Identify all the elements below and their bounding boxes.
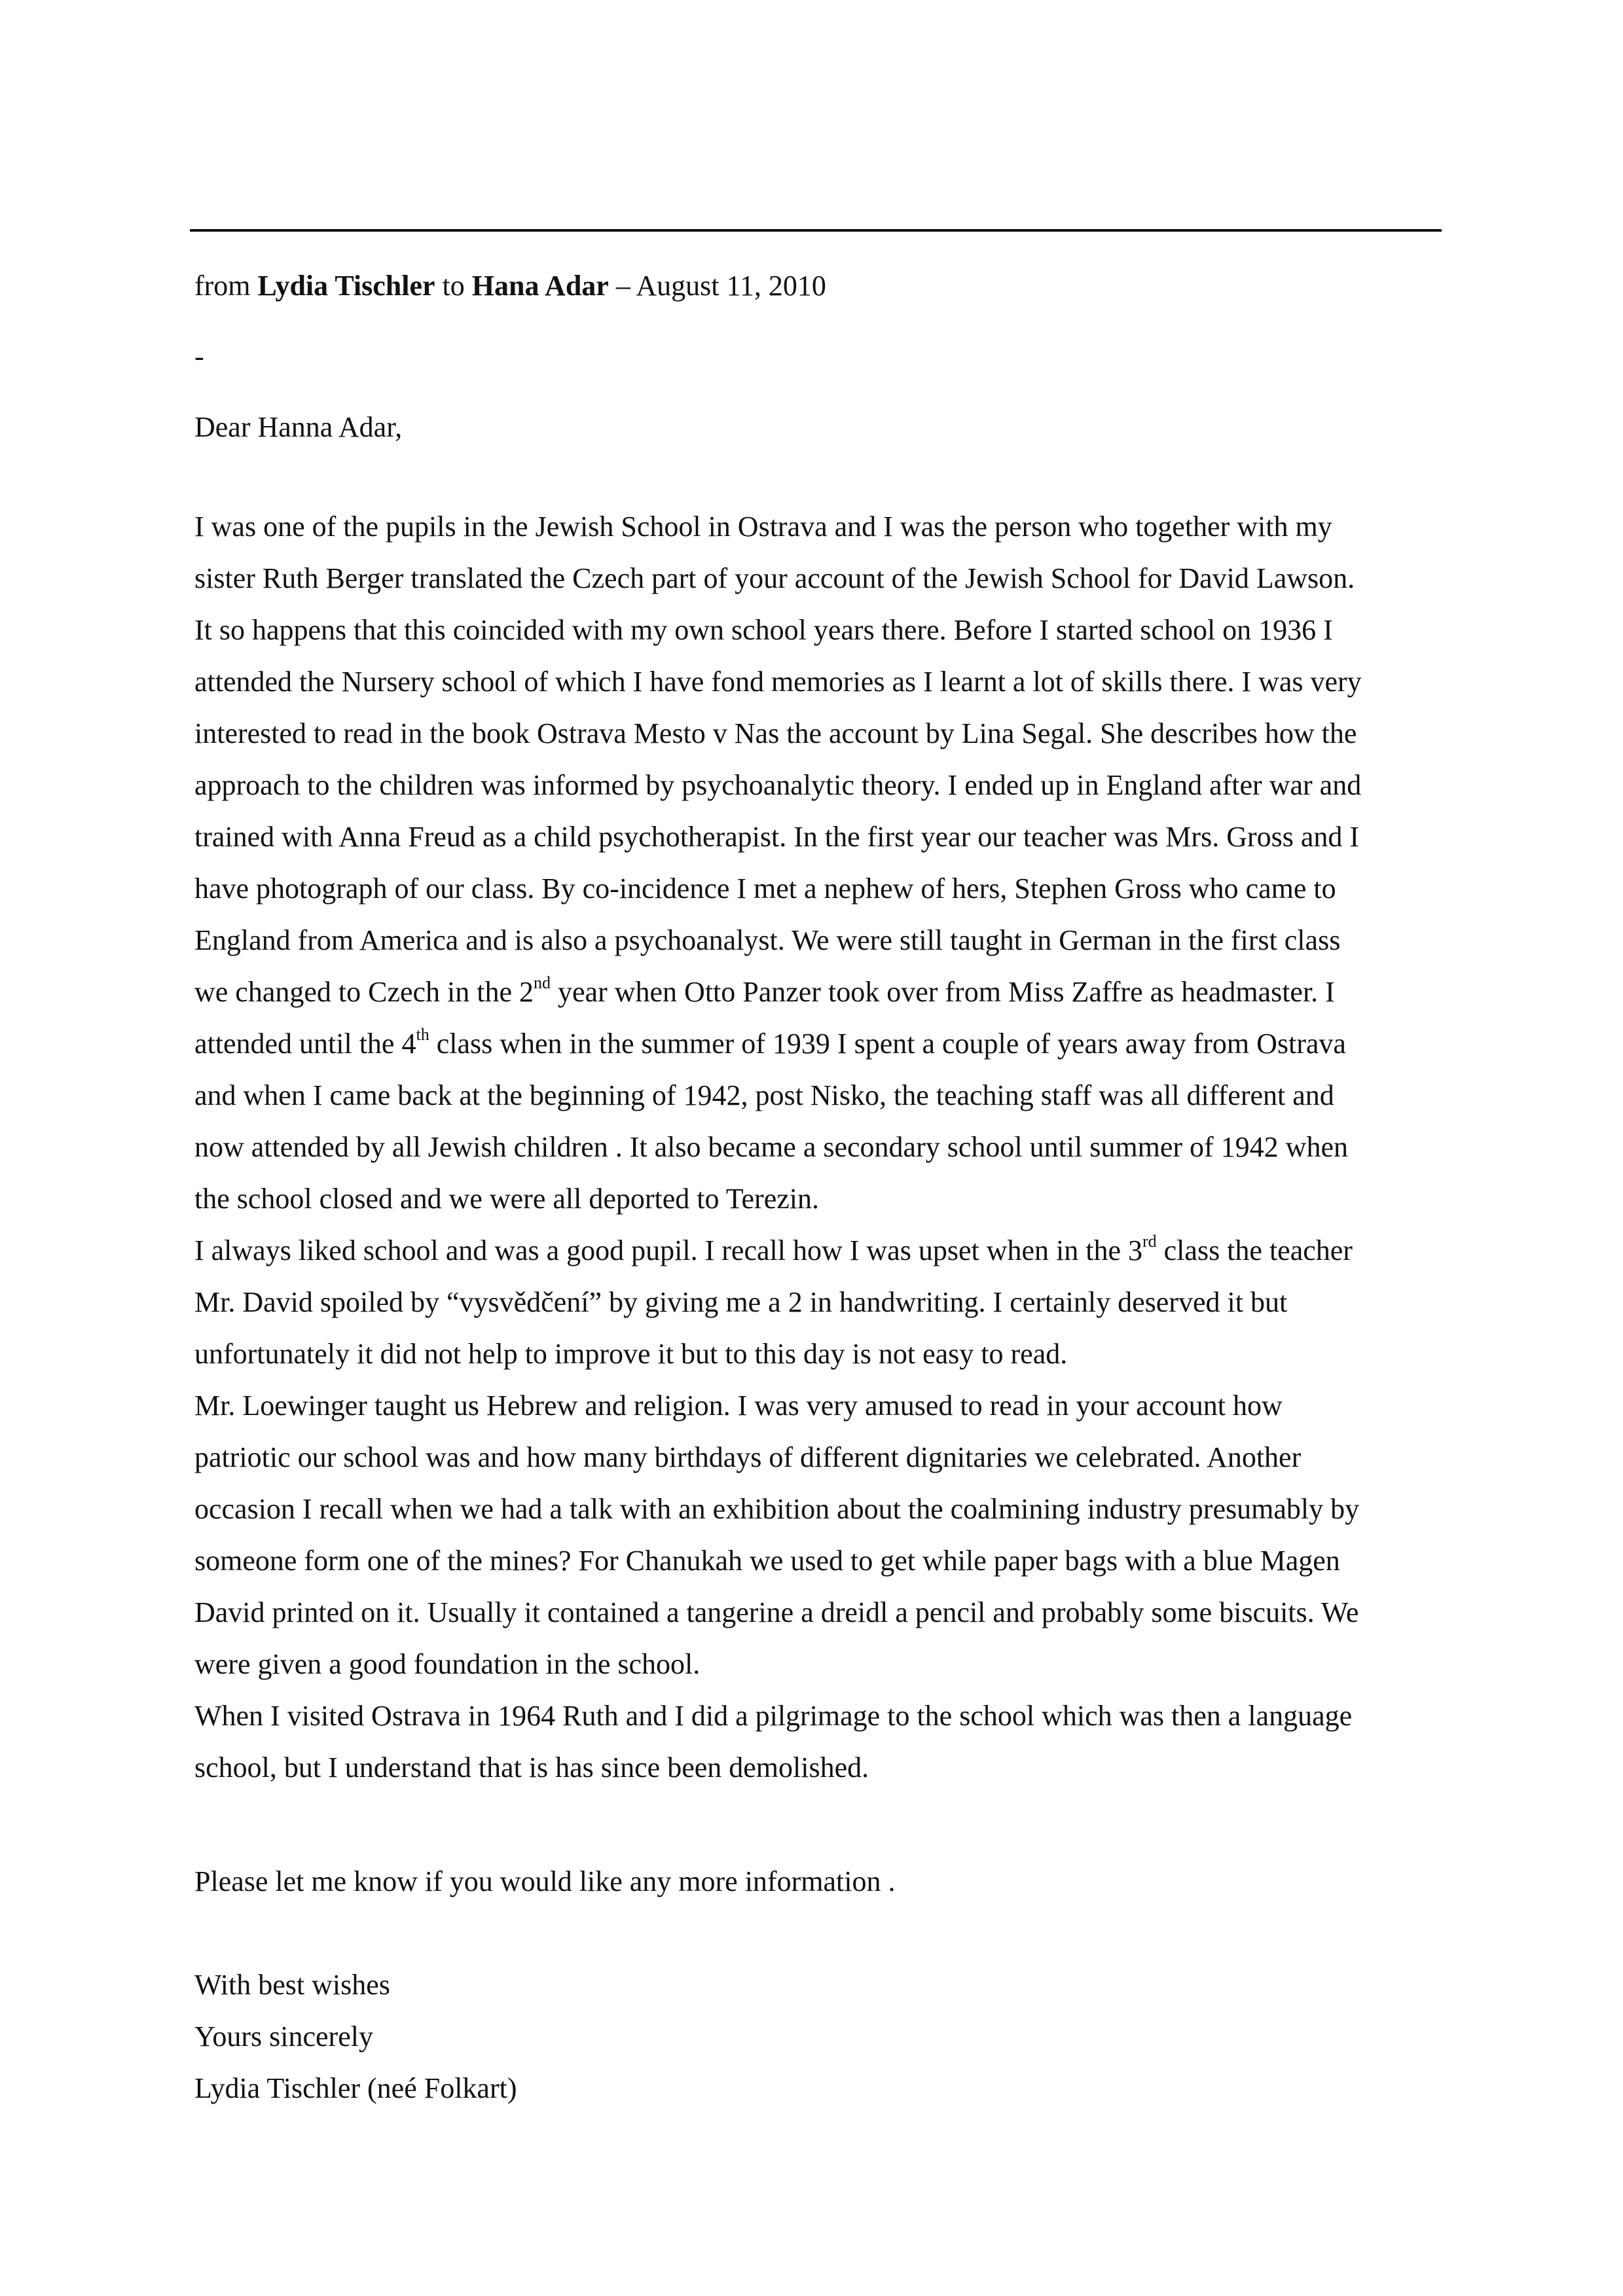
body-line: [194, 1587, 1445, 1638]
signature-name: Lydia Tischler (neé Folkart): [194, 2072, 517, 2104]
header-rule: [190, 229, 1442, 232]
body-text: It so happens that this coincided with my own school years there. Before I started school on 1936 I: [194, 614, 1333, 646]
body-text: When I visited Ostrava in 1964 Ruth and I did a pilgrimage to the school which was then a language: [194, 1700, 1353, 1732]
body-text: attended the Nursery school of which I have fond memories as I learnt a lot of skills there. I was very: [194, 666, 1362, 698]
body-line: [194, 1380, 1445, 1431]
body-line: [194, 1121, 1445, 1173]
ordinal-suffix: rd: [1142, 1232, 1157, 1251]
body-line: [194, 1276, 1445, 1328]
body-line: [194, 863, 1445, 914]
body-text: approach to the children was informed by psychoanalytic theory. I ended up in England after war and: [194, 769, 1362, 801]
ordinal-suffix: nd: [534, 973, 551, 993]
body-text: were given a good foundation in the school.: [194, 1648, 701, 1680]
sender-name: Lydia Tischler: [257, 270, 435, 302]
body-text: attended until the 4: [194, 1028, 416, 1060]
body-line: [194, 1173, 1445, 1225]
body-line: [194, 1431, 1445, 1483]
salutation: Dear Hanna Adar,: [194, 411, 403, 443]
body-text: unfortunately it did not help to improve it but to this day is not easy to read.: [194, 1338, 1068, 1370]
body-text: patriotic our school was and how many birthdays of different dignitaries we celebrated. Another: [194, 1441, 1302, 1473]
closing-request: Please let me know if you would like any more information .: [194, 1865, 896, 1897]
body-line: [194, 656, 1445, 708]
body-line: [194, 1328, 1445, 1380]
body-line: [194, 501, 1445, 552]
body-line: [194, 1535, 1445, 1587]
body-text: and when I came back at the beginning of 1942, post Nisko, the teaching staff was all different and: [194, 1079, 1334, 1111]
body-text: sister Ruth Berger translated the Czech part of your account of the Jewish School for David Lawson.: [194, 562, 1355, 594]
body-line: [194, 604, 1445, 656]
body-line: [194, 552, 1445, 604]
ordinal-suffix: th: [416, 1025, 429, 1045]
body-text: England from America and is also a psychoanalyst. We were still taught in German in the first class: [194, 924, 1341, 956]
letter-body: [194, 501, 1445, 1793]
body-line: [194, 1690, 1445, 1742]
body-line: [194, 1483, 1445, 1535]
body-text: we changed to Czech in the 2: [194, 976, 534, 1008]
body-text: now attended by all Jewish children . It also became a secondary school until summer of 1942 when: [194, 1131, 1348, 1163]
body-line: [194, 1069, 1445, 1121]
body-line: [194, 1018, 1445, 1069]
body-text: school, but I understand that is has since been demolished.: [194, 1751, 869, 1784]
body-text: class when in the summer of 1939 I spent a couple of years away from Ostrava: [429, 1028, 1346, 1060]
body-line: [194, 1742, 1445, 1793]
letter-date: – August 11, 2010: [615, 270, 826, 302]
body-text: I always liked school and was a good pupil. I recall how I was upset when in the 3: [194, 1234, 1142, 1266]
body-text: Mr. David spoiled by “vysvědčení” by giving me a 2 in handwriting. I certainly deserved it but: [194, 1286, 1288, 1318]
letter-header: [194, 260, 1438, 312]
body-text: year when Otto Panzer took over from Miss Zaffre as headmaster. I: [551, 976, 1335, 1008]
body-line: [194, 1225, 1445, 1276]
body-text: Mr. Loewinger taught us Hebrew and religion. I was very amused to read in your account how: [194, 1390, 1283, 1422]
body-line: [194, 708, 1445, 759]
recipient-name: Hana Adar: [471, 270, 609, 302]
body-line: [194, 759, 1445, 811]
body-text: David printed on it. Usually it contained a tangerine a dreidl a pencil and probably some biscuits. We: [194, 1596, 1359, 1628]
body-text: class the teacher: [1156, 1234, 1353, 1266]
body-line: [194, 914, 1445, 966]
body-text: interested to read in the book Ostrava Mesto v Nas the account by Lina Segal. She describes how the: [194, 717, 1357, 749]
signoff-line-1: With best wishes: [194, 1969, 390, 2001]
header-prefix: from: [194, 270, 251, 302]
body-line: [194, 966, 1445, 1018]
header-connector: to: [442, 270, 465, 302]
body-text: occasion I recall when we had a talk with an exhibition about the coalmining industry presumably by: [194, 1493, 1360, 1525]
body-line: [194, 811, 1445, 863]
body-text: have photograph of our class. By co-incidence I met a nephew of hers, Stephen Gross who came to: [194, 872, 1336, 905]
signoff-line-2: Yours sincerely: [194, 2020, 373, 2053]
body-text: I was one of the pupils in the Jewish School in Ostrava and I was the person who together with my: [194, 511, 1332, 543]
body-text: someone form one of the mines? For Chanukah we used to get while paper bags with a blue Magen: [194, 1545, 1340, 1577]
dash-line: -: [194, 340, 204, 372]
body-text: trained with Anna Freud as a child psychotherapist. In the first year our teacher was Mrs. Gross and I: [194, 821, 1360, 853]
body-line: [194, 1638, 1445, 1690]
body-text: the school closed and we were all deported to Terezin.: [194, 1183, 819, 1215]
